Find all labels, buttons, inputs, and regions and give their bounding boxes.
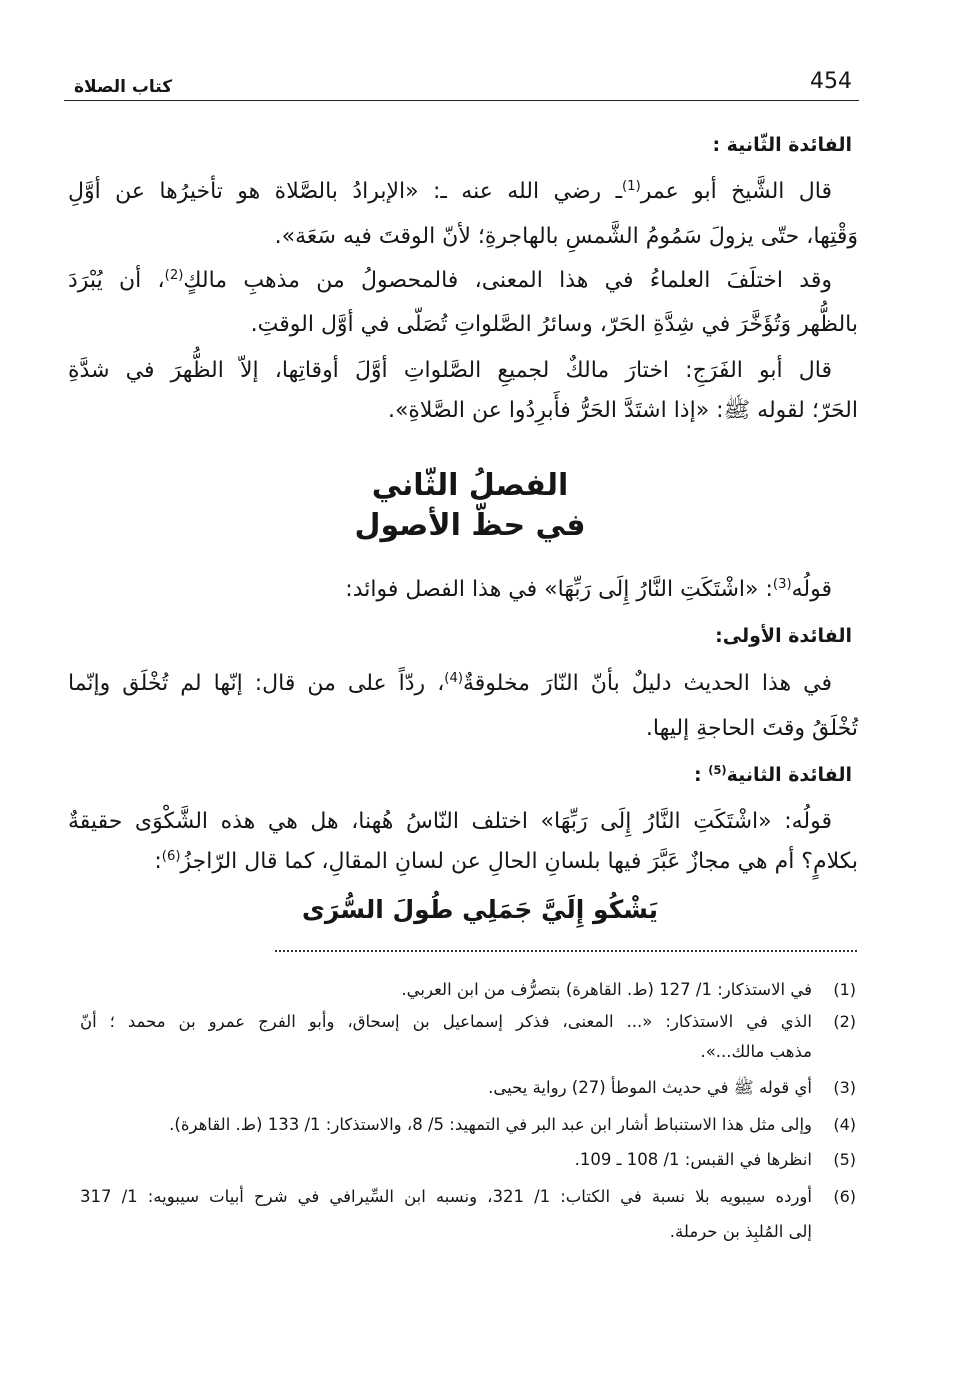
footnote-ref: (4) [444,671,463,687]
paragraph-line: تُخْلَقُ وقتَ الحاجةِ إليها. [645,716,858,741]
paragraph-line: بالظُّهر وَتُؤَخَّرَ في شِدَّةِ الحَرّ، وسائرُ الصَّلواتِ تُصَلّى في أوَّل الوقتِ. [250,312,858,337]
benefit-heading: الفائدة الثانية$^{(5)}$ : [694,763,852,786]
benefit-heading: الفائدة الأولى: [715,625,852,647]
footnote-text-line: في الاستذكار: 1/ 127 (ط. القاهرة) بتصرُّف من ابن العربي. [401,980,812,999]
footnote-text-line: أي قوله ﷺ في حديث الموطأ (27) رواية يحيى. [488,1078,812,1097]
paragraph-line: بكلامٍ؟ أم هي مجازٌ عَبَّرَ فيها بلسانِ الحالِ عن لسانِ المقالِ، كما قال الرّاجزُ$^{(6)}$: [154,849,858,874]
paragraph-line: وَقْتِها، حتّى يزولَ سَمُومُ الشَّمسِ بالهاجرةِ؛ لأنّ الوقتَ فيه سَعَة». [274,224,858,249]
footnote-text-line: إلى المُلبِذ بن حرملة. [669,1222,812,1241]
footnote-ref: (1) [622,179,641,195]
chapter-title: الفصلُ الثّاني [371,468,569,503]
paragraph-line: قال أبو الفَرَجِ: اختارَ مالكٌ لجميعِ الصَّلواتِ أوَّلَ أوقاتِها، إلاّ الظُّهرَ في شدَّةِ [68,358,832,383]
footnote-number: (6) [833,1187,856,1206]
footnote-ref: (3) [772,577,792,593]
chapter-subtitle: في حظّ الأصول [354,508,586,543]
footnote-text-line: مذهب مالك...». [700,1042,812,1061]
footnote-number: (3) [833,1078,856,1097]
footnote-ref: (6) [161,849,181,865]
footnote-text-line: وإلى مثل هذا الاستنباط أشار ابن عبد البر في التمهيد: 5/ 8، والاستذكار: 1/ 133 (ط. القاهرة). [169,1115,812,1134]
footnote-text-line: انظرها في القبس: 1/ 108 ـ 109. [574,1150,812,1169]
footnote-ref: (2) [164,268,184,284]
chapter-intro-line: قولُه$^{(3)}$: «اشْتَكَتِ النَّارُ إِلَى رَبِّهَا» في هذا الفصل فوائد: [345,577,832,602]
paragraph-line: في هذا الحديث دليلٌ بأنّ النّارَ مخلوقةٌ$^{(4)}$، ردّاً على من قال: إنّها لم تُخْلَق وإنّما [68,671,832,696]
footnote-number: (1) [833,980,856,999]
paragraph-line: قال الشَّيخ أبو عمر$^{(1)}$ـ رضي الله عنه ـ: «الإبرادُ بالصَّلاة هو تأخيرُها عن أوَّلِ [68,179,832,204]
footnote-number: (4) [833,1115,856,1134]
paragraph-line: وقد اختلَفَ العلماءُ في هذا المعنى، فالمحصولُ من مذهبِ مالكٍ$^{(2)}$، أن يُبْرَدَ [68,268,832,293]
footnote-number: (2) [833,1012,856,1031]
footnote-number: (5) [833,1150,856,1169]
paragraph-line: الحَرّ؛ لقوله ﷺ: «إذا اشتَدَّ الحَرُّ فأَبرِدُوا عن الصَّلاةِ». [387,398,858,423]
footnote-text-line: أورده سيبويه بلا نسبة في الكتاب: 1/ 321، ونسبه ابن السِّيرافي في شرح أبيات سيبويه: 1/ 317 [80,1187,812,1206]
footnote-ref: (5) [708,763,727,778]
paragraph-line: قولُه: «اشْتَكَتِ النَّارُ إِلَى رَبِّهَا» اختلف النّاسُ هُهنا، هل هي هذه الشَّكْوَى حقيقةٌ [68,809,832,834]
running-title: كتاب الصلاة [74,77,173,97]
footnote-text-line: الذي في الاستذكار: «... المعنى، فذكر إسماعيل بن إسحاق، وأبو الفرج عمرو بن محمد ؛ أنّ [80,1012,812,1031]
benefit-heading: الفائدة الثّانية : [712,134,852,156]
footnote-separator [275,950,857,952]
poetry-verse: يَشْكُو إِلَيَّ جَمَلِي طُولَ السُّرَى [301,895,659,924]
page-number: 454 [810,69,852,94]
header-rule [64,100,859,101]
